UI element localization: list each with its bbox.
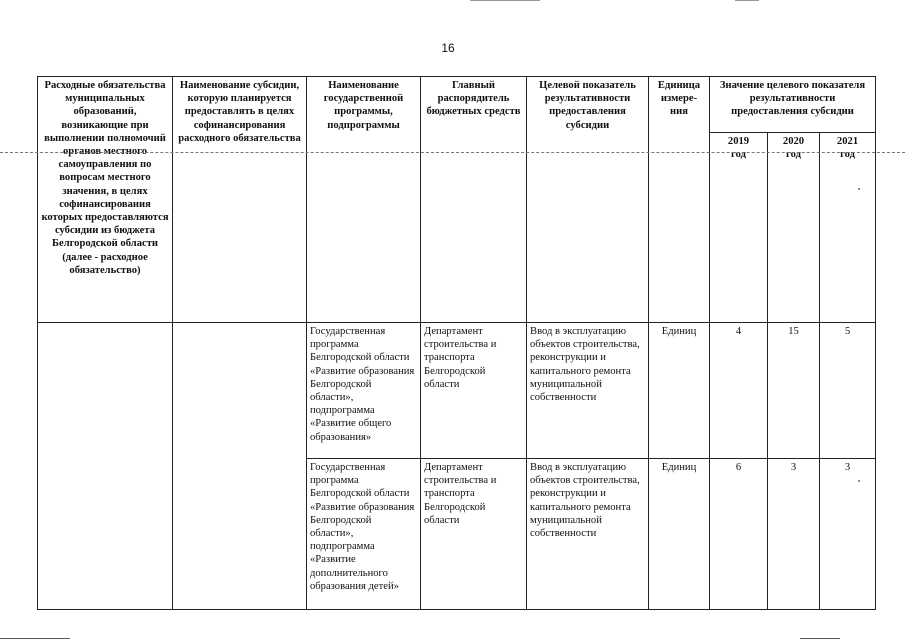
table-row (38, 323, 876, 459)
scan-artifact (0, 638, 70, 639)
cell-value-2020: 3 (768, 459, 820, 610)
year-suffix: год (786, 149, 801, 161)
year-suffix: год (731, 149, 746, 161)
year-label: 2020 (782, 136, 805, 147)
header-year-2019 (710, 133, 768, 323)
cell-unit: Единиц (649, 323, 710, 459)
scan-artifact (800, 638, 840, 639)
cell-value-2021: 3 (820, 459, 876, 610)
header-program-name: Наименование государственной программы, подпрограммы (307, 77, 421, 323)
cell-obligations-empty (38, 323, 173, 610)
cell-program: Государственная программа Белгородской области «Развитие образования Белгородской области», подпрограмма «Развитие общего образования» (307, 323, 421, 459)
year-label: 2019 (727, 136, 750, 147)
cell-value-2020: 15 (768, 323, 820, 459)
cell-value-2019: 6 (710, 459, 768, 610)
header-budget-distributor: Главный распорядитель бюджетных средств (421, 77, 527, 323)
page-number: 16 (441, 41, 455, 55)
header-year-2021 (820, 133, 876, 323)
cell-indicator: Ввод в эксплуатацию объектов строительства, реконструкции и капитального ремонта муниципальной собственности (527, 459, 649, 610)
cell-indicator: Ввод в эксплуатацию объектов строительства, реконструкции и капитального ремонта муниципальной собственности (527, 323, 649, 459)
cell-subsidy-empty (173, 323, 307, 610)
scan-artifact (470, 0, 540, 1)
cell-unit: Единиц (649, 459, 710, 610)
header-year-2020 (768, 133, 820, 323)
header-row (38, 77, 876, 133)
cell-distributor: Департамент строительства и транспорта Белгородской области (421, 323, 527, 459)
year-suffix: год (840, 149, 855, 161)
cell-value-2019: 4 (710, 323, 768, 459)
scan-speck (858, 188, 860, 190)
subsidy-table (37, 76, 876, 610)
scan-speck (858, 480, 860, 482)
header-subsidy-name: Наименование субсидии, которую планируется предоставлять в целях софинансирования расходного обязательства (173, 77, 307, 323)
scan-artifact (735, 0, 759, 1)
year-label: 2021 (836, 136, 859, 147)
header-target-indicator: Целевой показатель результативности предоставления субсидии (527, 77, 649, 323)
header-target-value: Значение целевого показателя результативности предоставления субсидии (710, 77, 876, 133)
cell-program: Государственная программа Белгородской области «Развитие образования Белгородской области», подпрограмма «Развитие дополнительного образования детей» (307, 459, 421, 610)
header-obligations: Расходные обязательства муниципальных образований, возникающие при выполнении полномочий органов местного самоуправления по вопросам местного значения, в целях софинансирования которых предоставляются субсидии из бюджета Белгородской области (далее - расходное обязательство) (38, 77, 173, 323)
cell-value-2021: 5 (820, 323, 876, 459)
header-unit: Единица измере-ния (649, 77, 710, 323)
cell-distributor: Департамент строительства и транспорта Белгородской области (421, 459, 527, 610)
